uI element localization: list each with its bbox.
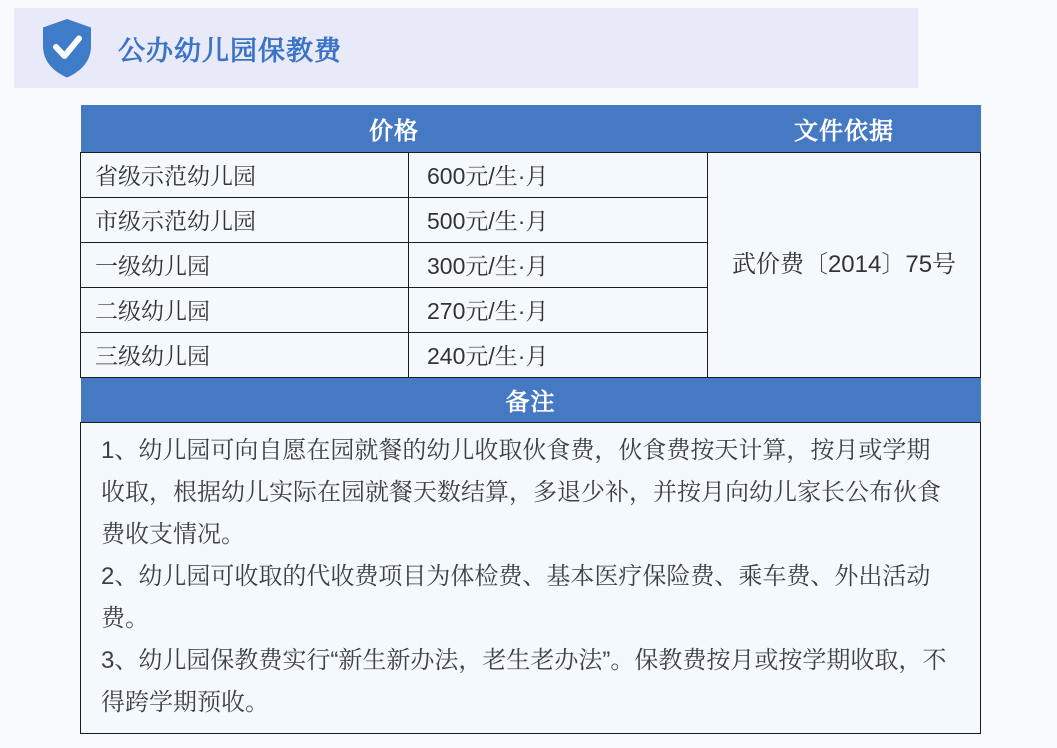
fee-value: 270元/生·月 bbox=[409, 287, 708, 332]
kindergarten-level: 省级示范幼儿园 bbox=[81, 152, 409, 197]
page-title: 公办幼儿园保教费 bbox=[118, 35, 342, 66]
kindergarten-level: 市级示范幼儿园 bbox=[81, 197, 409, 242]
fee-value: 300元/生·月 bbox=[409, 242, 708, 287]
remarks-row bbox=[81, 422, 981, 733]
table-header-row bbox=[81, 105, 981, 152]
kindergarten-level: 一级幼儿园 bbox=[81, 242, 409, 287]
remark-item-3: 3、幼儿园保教费实行“新生新办法，老生老办法”。保教费按月或按学期收取，不得跨学期预收。 bbox=[101, 646, 947, 716]
remarks-cell bbox=[81, 422, 981, 733]
kindergarten-level: 三级幼儿园 bbox=[81, 332, 409, 377]
fee-table bbox=[80, 105, 981, 734]
table-row bbox=[81, 152, 981, 197]
kindergarten-level: 二级幼儿园 bbox=[81, 287, 409, 332]
remark-item-1: 1、幼儿园可向自愿在园就餐的幼儿收取伙食费，伙食费按天计算，按月或学期收取，根据幼儿实际在园就餐天数结算，多退少补，并按月向幼儿家长公布伙食费收支情况。 bbox=[101, 436, 941, 548]
section-header-band bbox=[14, 8, 918, 88]
fee-value: 500元/生·月 bbox=[409, 197, 708, 242]
price-column-header: 价格 bbox=[81, 105, 708, 152]
fee-value: 240元/生·月 bbox=[409, 332, 708, 377]
basis-column-header: 文件依据 bbox=[708, 105, 981, 152]
remarks-header: 备注 bbox=[81, 377, 981, 422]
remarks-header-row bbox=[81, 377, 981, 422]
fee-value: 600元/生·月 bbox=[409, 152, 708, 197]
document-basis-text: 武价费〔2014〕75号 bbox=[731, 251, 957, 278]
remark-item-2: 2、幼儿园可收取的代收费项目为体检费、基本医疗保险费、乘车费、外出活动费。 bbox=[101, 562, 931, 632]
shield-check-icon bbox=[40, 18, 94, 78]
document-basis-cell bbox=[708, 152, 981, 377]
